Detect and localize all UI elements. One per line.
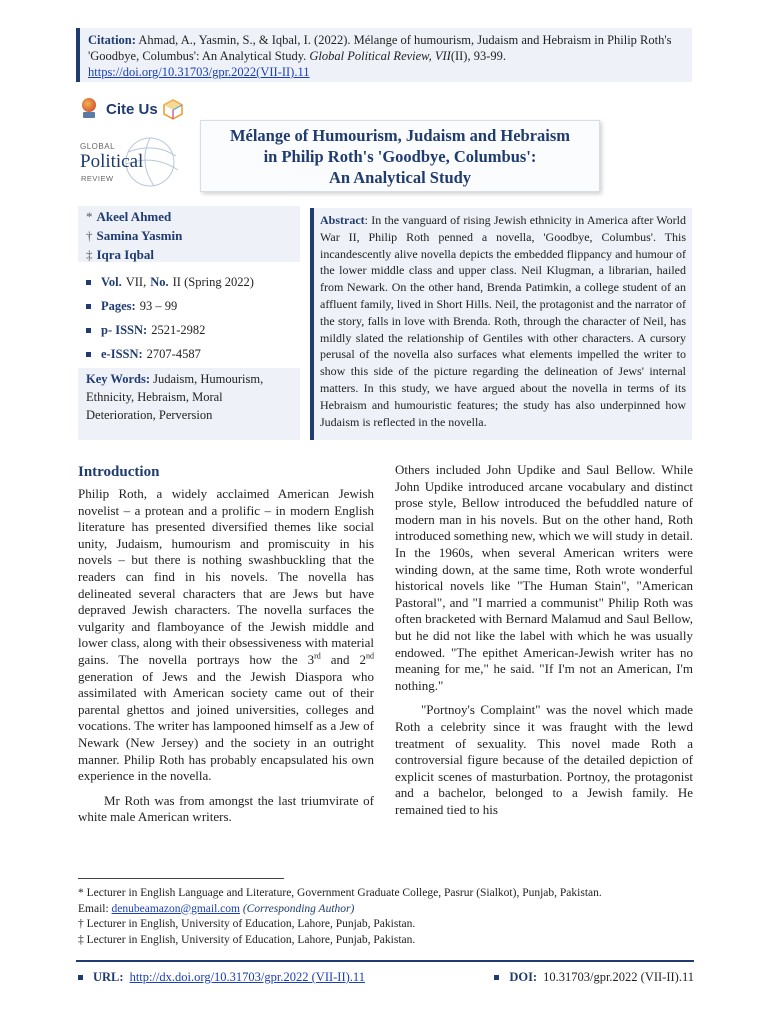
footnote-email: Email: denubeamazon@gmail.com (Corresponding Author) xyxy=(78,902,355,915)
abstract-text: : In the vanguard of rising Jewish ethnicity in America after World War II, Philip Roth penned a novella, 'Goodbye, Columbus'. This incandescently alive novella depicts the embedded flippancy and humour of the lower middle class and upper class. Neil Klugman, a librarian, hailed from Newark. On the other hand, Brenda Patimkin, a college student of an affluent family, lived in Short Hills. Neil, the protagonist and the narrator of the story, falls in love with Brenda. Roth, through the character of Neil, has mildly slated the relationship of Gentiles with other characters. A cursory perusal of the novella also surfaces what elements impelled the writer to show this side of the picture regarding the delineation of Jews' internal matters. In this study, we have argued about the novella in terms of its Hebraism and humouristic features; the study has also underpinned how Judaism is reflected in the novella. xyxy=(320,213,686,429)
title-line-1: Mélange of Humourism, Judaism and Hebraism xyxy=(229,126,571,145)
citation-tail: (II), 93-99. xyxy=(450,49,507,63)
cube-icon xyxy=(162,98,184,120)
author-1: * Akeel Ahmed xyxy=(86,209,172,224)
paragraph-2: Mr Roth was from amongst the last triumvirate of white male American writers. xyxy=(78,792,374,825)
url-entry: URL: http://dx.doi.org/10.31703/gpr.2022 (VII-II).11 xyxy=(78,970,365,985)
abstract-label: Abstract xyxy=(320,213,365,227)
paper-title xyxy=(200,120,600,192)
footnotes xyxy=(78,886,694,948)
keywords-label: Key Words: xyxy=(86,372,151,386)
author-3: ‡ Iqra Iqbal xyxy=(86,247,154,262)
logo-line-1: GLOBAL xyxy=(80,142,116,151)
meta-eissn: e-ISSN: 2707-4587 xyxy=(84,342,300,366)
citation-journal: Global Political Review, VII xyxy=(309,49,451,63)
citation-label: Citation: xyxy=(88,33,136,47)
paragraph-3: Others included John Updike and Saul Bellow. While John Updike introduced arcane vocabulary and distinct prose style, Bellow introduced the befuddled nature of modern man in his novels. But on the other hand, Roth introduced something new, which we will study in detail. In the 1960s, when several American writers were winding down, at the same time, Roth wrote wonderful historical novels like "The Human Stain", "American Pastoral", and "I married a communist" Philip Roth was often bracketed with Bernard Malamud and Saul Bellow, but he did not like the label with which he was usually endowed. "The epithet American-Jewish writer has no meaning for me," he said. "If I'm not an American, I'm nothing." xyxy=(395,462,693,693)
footnote-divider xyxy=(78,878,284,879)
logo-line-2: Political xyxy=(80,151,144,172)
email-link[interactable]: denubeamazon@gmail.com xyxy=(111,902,240,915)
keywords-text: Judaism, Humourism, Ethnicity, Hebraism, Moral Deterioration, Perversion xyxy=(86,372,264,422)
meta-pages: Pages: 93 – 99 xyxy=(84,294,300,318)
body-column-right xyxy=(395,462,693,818)
cite-us-label: Cite Us xyxy=(106,100,158,118)
footnote-2: † Lecturer in English, University of Education, Lahore, Punjab, Pakistan. xyxy=(78,918,416,931)
title-line-3: An Analytical Study xyxy=(328,168,472,187)
award-icon xyxy=(80,98,98,120)
authors-box xyxy=(78,206,300,262)
footnote-1: * Lecturer in English Language and Literature, Government Graduate College, Pasrur (Sialkot), Punjab, Pakistan. xyxy=(78,887,602,899)
doi-entry: DOI: 10.31703/gpr.2022 (VII-II).11 xyxy=(494,970,694,985)
url-link[interactable]: http://dx.doi.org/10.31703/gpr.2022 (VII-II).11 xyxy=(129,970,365,984)
citation-text: Ahmad, A., Yasmin, S., & Iqbal, I. (2022). Mélange of humourism, Judaism and Hebraism in Philip Roth's 'Goodbye, Columbus': An Analytical Study. xyxy=(88,33,672,63)
footnote-3: ‡ Lecturer in English, University of Education, Lahore, Punjab, Pakistan. xyxy=(78,933,416,946)
citation-doi-link[interactable]: https://doi.org/10.31703/gpr.2022(VII-II).11 xyxy=(88,65,310,79)
bottom-divider xyxy=(76,960,694,962)
bottom-bar xyxy=(78,970,694,985)
title-line-2: in Philip Roth's 'Goodbye, Columbus': xyxy=(263,147,537,166)
keywords-box xyxy=(78,368,300,440)
body-column-left xyxy=(78,462,374,826)
paragraph-1: Philip Roth, a widely acclaimed American Jewish novelist – a protean and a prolific – in modern English literature has presented diversified themes like social unity, Judaism, humourism and promiscuity in his novels – but there is nothing swashbuckling that the readers can find in his novels. The novella has delineated several characters that are Jews but have depraved Jewish characters. The novella surfaces the vulgarity and flamboyance of the Jewish middle and lower class, along with their obsessiveness with material gains. The novella portrays how the 3rd and 2nd generation of Jews and the Jewish Diaspora who assimilated with American society came out of their parental ghettos and joined universities, colleges and vocations. The writer has lampooned himself as a Jew of Newark (New Jersey) and the society in an outright manner. Philip Roth has probably encapsulated his own experience in the novella. xyxy=(78,486,374,784)
logo-line-3: REVIEW xyxy=(81,174,114,183)
citation-box xyxy=(76,28,692,82)
paragraph-4: "Portnoy's Complaint" was the novel which made Roth a celebrity since it was fraught with the lewd treatment of sexuality. This novel made Roth a controversial figure because of the detailed depiction of explicit scenes of masturbation. Portnoy, the protagonist and a bachelor, belonged to a Jewish family. He remained tied to his xyxy=(395,702,693,817)
cite-us-button[interactable] xyxy=(80,96,184,122)
section-heading: Introduction xyxy=(78,464,160,480)
abstract-box xyxy=(310,208,692,440)
issue-meta xyxy=(84,270,300,366)
meta-pissn: p- ISSN: 2521-2982 xyxy=(84,318,300,342)
journal-logo xyxy=(80,132,190,188)
meta-volume: Vol. VII, No. II (Spring 2022) xyxy=(84,270,300,294)
author-2: † Samina Yasmin xyxy=(86,228,183,243)
